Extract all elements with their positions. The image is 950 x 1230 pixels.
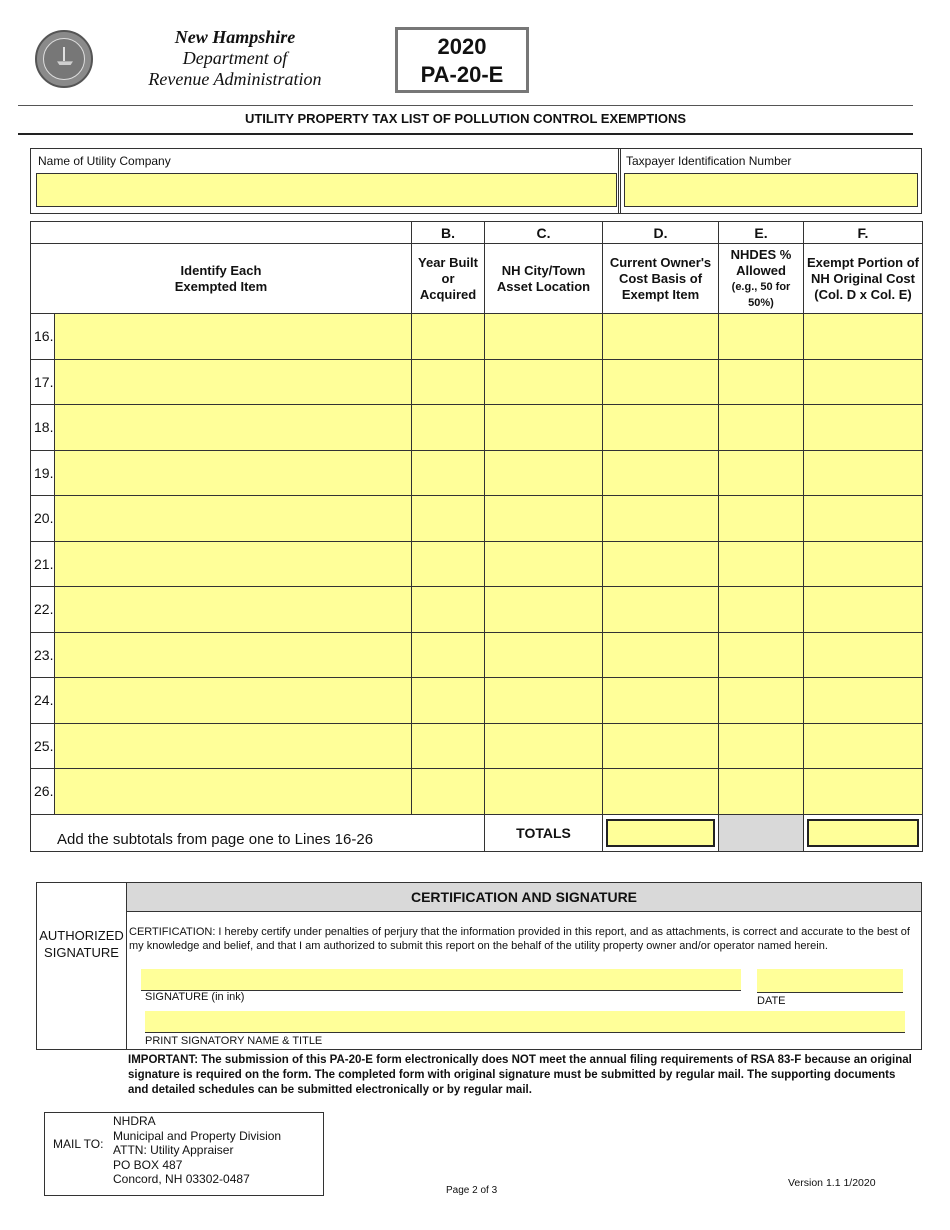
item-field[interactable] [55, 769, 412, 815]
year-field[interactable] [412, 769, 485, 815]
nhdes-percent-field[interactable] [719, 541, 804, 587]
authorized-label-line1: AUTHORIZED [39, 928, 124, 943]
agency-name [130, 27, 340, 90]
authorized-signature-label [37, 883, 127, 1049]
mail-to-label: MAIL TO: [53, 1137, 104, 1151]
year-field[interactable] [412, 450, 485, 496]
item-field[interactable] [55, 632, 412, 678]
nhdes-percent-field[interactable] [719, 359, 804, 405]
item-field[interactable] [55, 723, 412, 769]
certification-text: CERTIFICATION: I hereby certify under penalties of perjury that the information provided in this report, and as attachments, is correct and accurate to the best of my knowledge and belief, and that I am authorized to submit this report on the behalf of the utility property owner and/or operator named herein. [129, 926, 910, 952]
total-col-f-cell [804, 814, 923, 851]
exempt-portion-field[interactable] [804, 450, 923, 496]
location-field[interactable] [485, 723, 603, 769]
nhdes-percent-field[interactable] [719, 450, 804, 496]
col-a-header-line2: Exempted Item [174, 278, 268, 294]
line-number: 18. [31, 405, 55, 451]
exemption-items-table [30, 221, 923, 852]
col-c-letter: C. [485, 222, 603, 244]
page-number: Page 2 of 3 [446, 1185, 498, 1196]
location-field[interactable] [485, 405, 603, 451]
agency-line1: New Hampshire [174, 27, 296, 47]
important-notice: IMPORTANT: The submission of this PA-20-E form electronically does NOT meet the annual filing requirements of RSA 83-F because an original signature is required on the form. The completed form with original signature must be submitted by regular mail. The supporting documents and detailed schedules can be submitted electronically or by regular mail. [128, 1054, 912, 1096]
line-number: 17. [31, 359, 55, 405]
item-field[interactable] [55, 496, 412, 542]
total-col-f-field[interactable] [807, 819, 919, 847]
line-number: 21. [31, 541, 55, 587]
col-b-header-line: or [441, 270, 455, 286]
col-b-letter: B. [412, 222, 485, 244]
nhdes-percent-field[interactable] [719, 405, 804, 451]
col-f-header [804, 244, 923, 314]
nhdes-percent-field[interactable] [719, 587, 804, 633]
total-col-d-cell [603, 814, 719, 851]
address-line: Concord, NH 03302-0487 [113, 1172, 250, 1186]
exempt-portion-field[interactable] [804, 632, 923, 678]
col-d-header-line: Current Owner's [609, 254, 712, 270]
col-b-header-line: Year Built [418, 254, 478, 270]
total-col-e-cell [719, 814, 804, 851]
item-field[interactable] [55, 359, 412, 405]
col-d-header-line: Exempt Item [621, 286, 700, 302]
version-label: Version 1.1 1/2020 [788, 1177, 876, 1189]
company-name-field[interactable] [36, 173, 617, 207]
col-e-letter: E. [719, 222, 804, 244]
item-field[interactable] [55, 314, 412, 360]
year-field[interactable] [412, 632, 485, 678]
location-field[interactable] [485, 541, 603, 587]
document-title: UTILITY PROPERTY TAX LIST OF POLLUTION CONTROL EXEMPTIONS [244, 111, 687, 126]
col-f-header-line: Exempt Portion of [807, 254, 919, 270]
col-a-letter [31, 222, 412, 244]
table-row [31, 632, 923, 678]
table-row [31, 541, 923, 587]
exempt-portion-field[interactable] [804, 587, 923, 633]
location-field[interactable] [485, 632, 603, 678]
nhdes-percent-field[interactable] [719, 723, 804, 769]
line-number: 23. [31, 632, 55, 678]
table-row [31, 314, 923, 360]
signature-label: SIGNATURE (in ink) [145, 991, 245, 1003]
address-line: Municipal and Property Division [113, 1128, 282, 1143]
item-field[interactable] [55, 450, 412, 496]
cost-basis-field[interactable] [603, 541, 719, 587]
col-c-header [485, 244, 603, 314]
company-info-box [30, 148, 922, 214]
exempt-portion-field[interactable] [804, 496, 923, 542]
col-e-header-line: NHDES % [730, 246, 792, 262]
cost-basis-field[interactable] [603, 405, 719, 451]
company-divider [618, 149, 621, 213]
line-number: 16. [31, 314, 55, 360]
location-field[interactable] [485, 587, 603, 633]
year-field[interactable] [412, 587, 485, 633]
col-e-header [719, 244, 804, 314]
item-field[interactable] [55, 541, 412, 587]
exempt-portion-field[interactable] [804, 359, 923, 405]
cost-basis-field[interactable] [603, 769, 719, 815]
mail-to-box [44, 1112, 324, 1196]
year-field[interactable] [412, 496, 485, 542]
col-d-header [603, 244, 719, 314]
exempt-portion-field[interactable] [804, 405, 923, 451]
exempt-portion-field[interactable] [804, 678, 923, 724]
address-line: PO BOX 487 [113, 1157, 183, 1172]
line-number: 26. [31, 769, 55, 815]
col-f-letter: F. [804, 222, 923, 244]
nhdes-percent-field[interactable] [719, 496, 804, 542]
col-d-header-line: Cost Basis of [618, 270, 703, 286]
tin-field[interactable] [624, 173, 918, 207]
print-name-field[interactable] [145, 1011, 905, 1033]
authorized-label-line2: SIGNATURE [44, 945, 119, 960]
line-number: 22. [31, 587, 55, 633]
totals-instruction: Add the subtotals from page one to Lines 16-26 [31, 814, 485, 851]
state-seal-icon [35, 30, 93, 88]
col-e-header-note: (e.g., 50 for 50%) [731, 280, 791, 309]
line-number: 24. [31, 678, 55, 724]
header-rule-bottom [18, 133, 913, 135]
mail-address [113, 1114, 281, 1187]
table-row [31, 496, 923, 542]
agency-line3: Revenue Administration [148, 69, 322, 89]
exempt-portion-field[interactable] [804, 541, 923, 587]
col-b-header-line: Acquired [419, 286, 477, 302]
form-year: 2020 [437, 34, 487, 59]
exempt-portion-field[interactable] [804, 314, 923, 360]
agency-line2: Department of [182, 48, 288, 68]
table-row [31, 723, 923, 769]
table-row [31, 587, 923, 633]
cost-basis-field[interactable] [603, 632, 719, 678]
item-field[interactable] [55, 405, 412, 451]
cost-basis-field[interactable] [603, 450, 719, 496]
signature-field[interactable] [141, 969, 741, 991]
col-f-header-line: (Col. D x Col. E) [814, 286, 912, 302]
nhdes-percent-field[interactable] [719, 632, 804, 678]
form-id-box [395, 27, 529, 93]
print-name-label: PRINT SIGNATORY NAME & TITLE [145, 1035, 323, 1047]
year-field[interactable] [412, 314, 485, 360]
exempt-portion-field[interactable] [804, 769, 923, 815]
location-field[interactable] [485, 359, 603, 405]
col-d-letter: D. [603, 222, 719, 244]
line-number: 19. [31, 450, 55, 496]
address-line: ATTN: Utility Appraiser [113, 1143, 234, 1157]
cost-basis-field[interactable] [603, 678, 719, 724]
location-field[interactable] [485, 496, 603, 542]
table-row [31, 769, 923, 815]
year-field[interactable] [412, 723, 485, 769]
col-f-header-line: NH Original Cost [810, 270, 915, 286]
address-line: NHDRA [113, 1114, 156, 1128]
nhdes-percent-field[interactable] [719, 769, 804, 815]
cost-basis-field[interactable] [603, 496, 719, 542]
col-e-header-line: Allowed [736, 262, 786, 278]
cost-basis-field[interactable] [603, 587, 719, 633]
year-field[interactable] [412, 405, 485, 451]
cost-basis-field[interactable] [603, 359, 719, 405]
certification-heading: CERTIFICATION AND SIGNATURE [127, 883, 921, 912]
table-row [31, 450, 923, 496]
totals-label: TOTALS [485, 814, 603, 851]
table-row [31, 678, 923, 724]
year-field[interactable] [412, 678, 485, 724]
cost-basis-field[interactable] [603, 314, 719, 360]
line-number: 25. [31, 723, 55, 769]
total-col-d-field[interactable] [606, 819, 715, 847]
form-number: PA-20-E [420, 62, 504, 87]
location-field[interactable] [485, 678, 603, 724]
table-row [31, 359, 923, 405]
col-a-header-line1: Identify Each [180, 262, 262, 278]
date-field[interactable] [757, 969, 903, 993]
cost-basis-field[interactable] [603, 723, 719, 769]
certification-box [36, 882, 922, 1050]
col-c-header-line: NH City/Town [501, 262, 586, 278]
date-label: DATE [757, 995, 786, 1007]
year-field[interactable] [412, 541, 485, 587]
year-field[interactable] [412, 359, 485, 405]
tin-label: Taxpayer Identification Number [626, 154, 792, 168]
col-b-header [412, 244, 485, 314]
col-a-header [31, 244, 412, 314]
item-field[interactable] [55, 678, 412, 724]
location-field[interactable] [485, 769, 603, 815]
item-field[interactable] [55, 587, 412, 633]
location-field[interactable] [485, 450, 603, 496]
exempt-portion-field[interactable] [804, 723, 923, 769]
nhdes-percent-field[interactable] [719, 678, 804, 724]
company-name-label: Name of Utility Company [38, 154, 171, 168]
location-field[interactable] [485, 314, 603, 360]
nhdes-percent-field[interactable] [719, 314, 804, 360]
col-c-header-line: Asset Location [496, 278, 591, 294]
header-rule-top [18, 105, 913, 106]
line-number: 20. [31, 496, 55, 542]
table-row [31, 405, 923, 451]
